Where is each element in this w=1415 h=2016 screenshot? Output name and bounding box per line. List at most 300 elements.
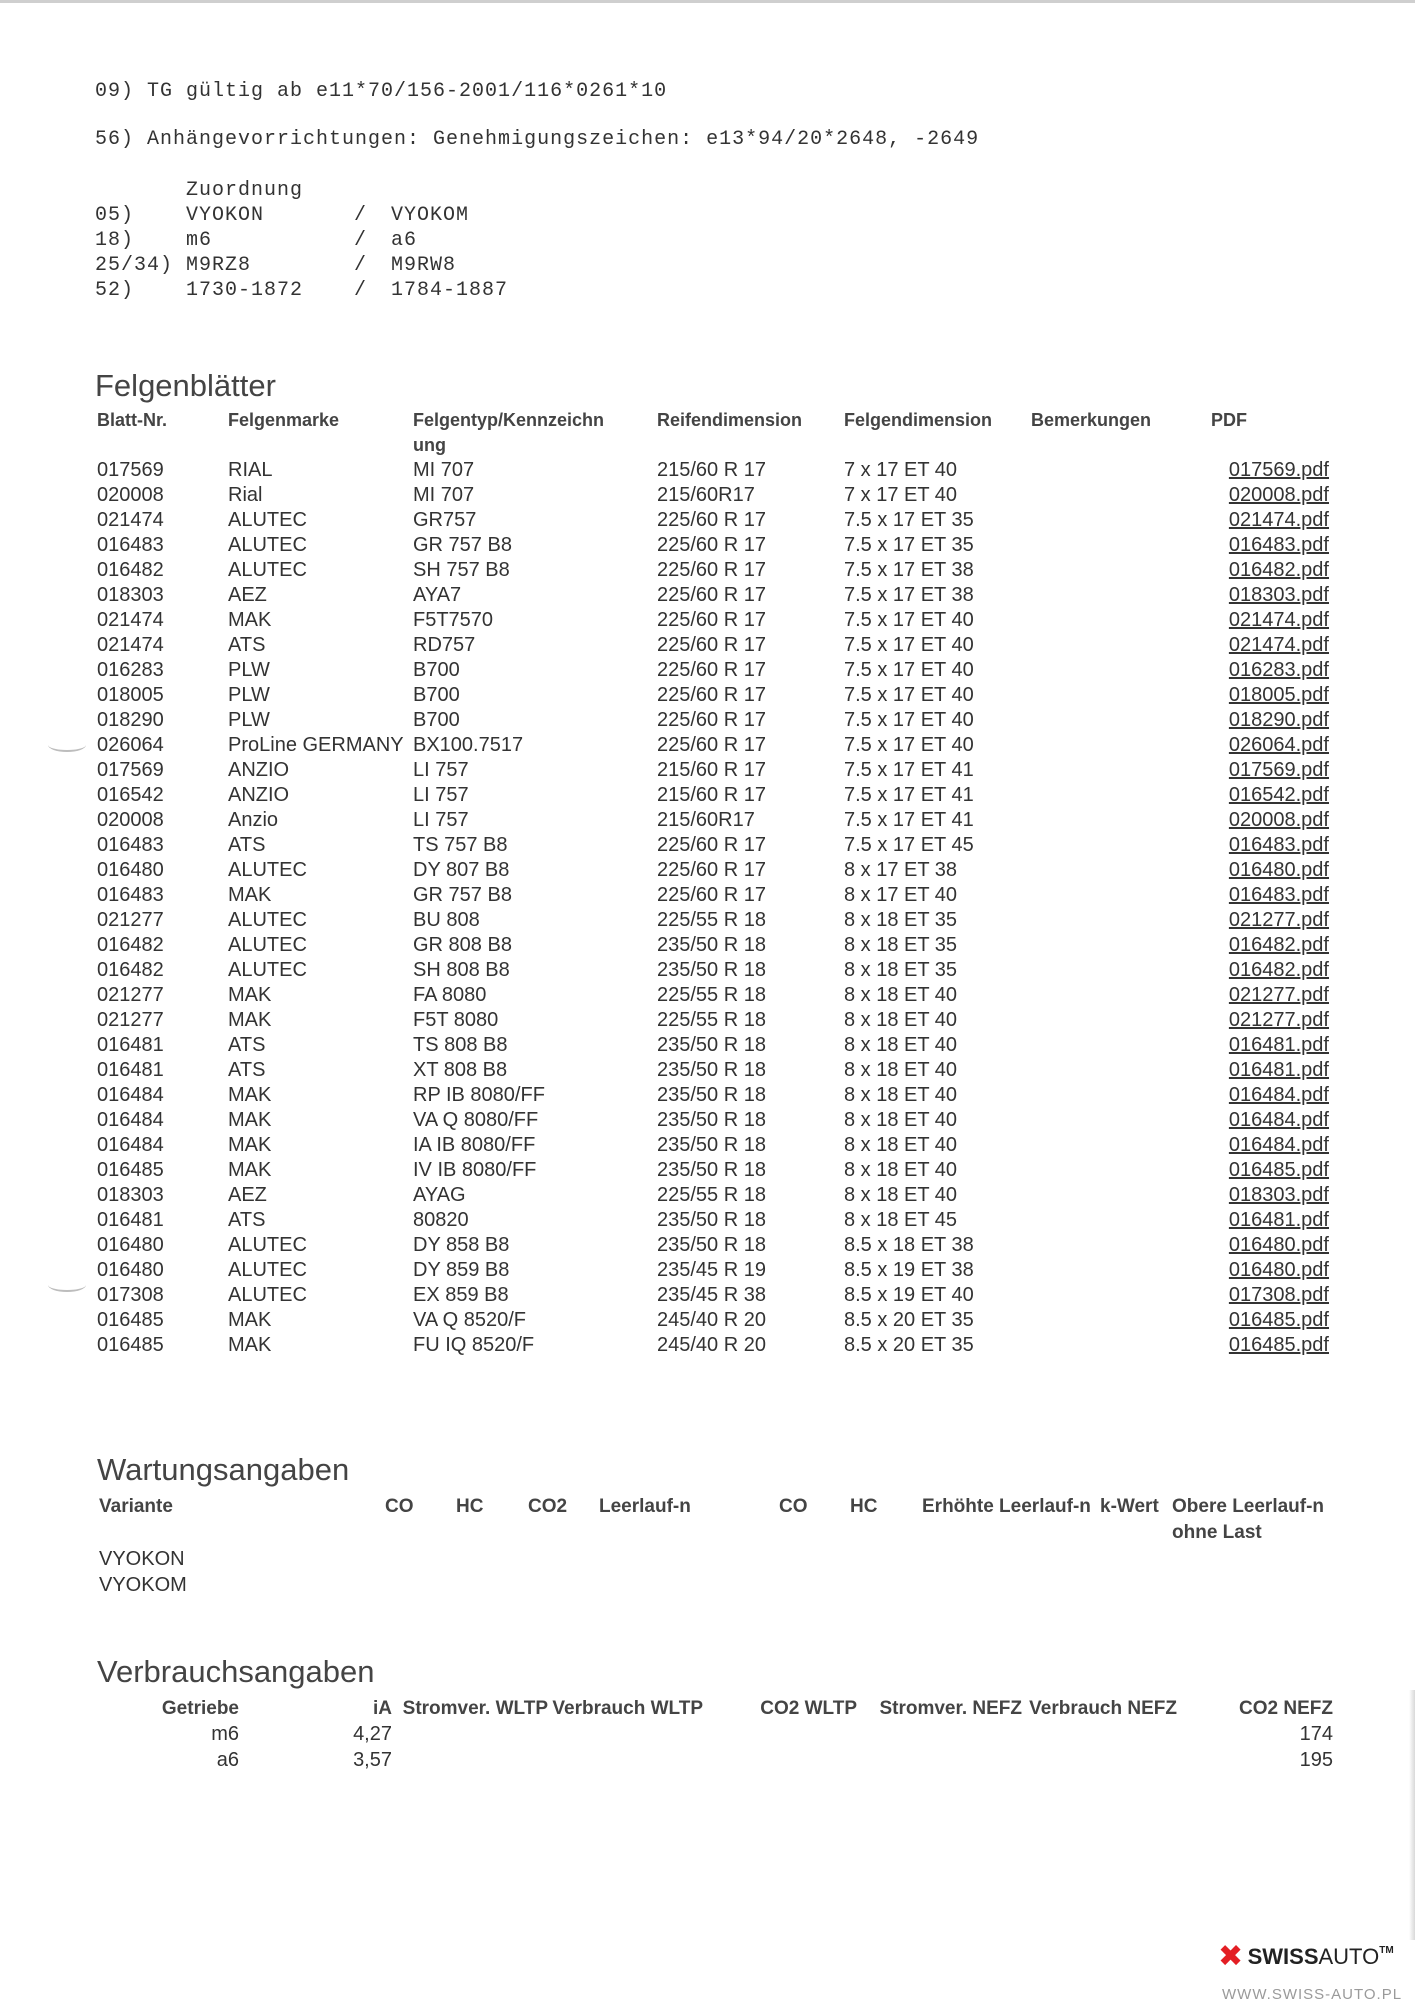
felgen-row [97,1058,1329,1083]
verbrauch-cell [548,1721,703,1747]
felgendimension-cell: 7.5 x 17 ET 40 [844,634,974,656]
felgen-row [97,733,1329,758]
pdf-link[interactable]: 016482.pdf [1228,959,1329,981]
felgentyp-cell: BX100.7517 [413,734,524,756]
bemerkungen-cell [1031,1083,1211,1108]
reifendimension-cell: 225/60 R 17 [657,884,766,906]
felgentyp-cell: DY 807 B8 [413,859,510,881]
felgenmarke-cell: ALUTEC [228,509,307,531]
felgen-row [97,908,1329,933]
pdf-link[interactable]: 016283.pdf [1228,659,1329,681]
verbrauch-cell [548,1747,703,1773]
pdf-link[interactable]: 016483.pdf [1228,534,1329,556]
pdf-cell [1211,858,1329,883]
zuordnung-cell: / [354,204,368,227]
reifendimension-cell: 215/60R17 [657,809,755,831]
felgentyp-cell: IA IB 8080/FF [413,1134,536,1156]
pdf-cell [1211,983,1329,1008]
reifendimension-cell: 215/60 R 17 [657,459,766,481]
wartung-table [99,1494,1329,1598]
felgendimension-cell: 8 x 18 ET 40 [844,1159,958,1181]
felgendimension-cell: 8 x 18 ET 40 [844,1134,958,1156]
blatt-nr-cell: 016480 [97,859,164,881]
felgen-row [97,1133,1329,1158]
pdf-cell [1211,1133,1329,1158]
bemerkungen-cell [1031,1158,1211,1183]
pdf-link[interactable]: 016480.pdf [1228,1234,1329,1256]
pdf-link[interactable]: 021277.pdf [1228,984,1329,1006]
bemerkungen-cell [1031,633,1211,658]
reifendimension-cell: 245/40 R 20 [657,1334,766,1356]
bemerkungen-cell [1031,1108,1211,1133]
pdf-cell [1211,833,1329,858]
pdf-link[interactable]: 016542.pdf [1228,784,1329,806]
pdf-link[interactable]: 021277.pdf [1228,1009,1329,1031]
reifendimension-cell: 215/60R17 [657,484,755,506]
page-top-border [0,0,1415,3]
felgentyp-cell: EX 859 B8 [413,1284,509,1306]
wartung-row [99,1572,1329,1598]
bemerkungen-cell [1031,1183,1211,1208]
felgenmarke-cell: ALUTEC [228,959,307,981]
felgenmarke-cell: MAK [228,1084,272,1106]
col-co-2: CO [779,1496,808,1517]
pdf-link[interactable]: 016483.pdf [1228,834,1329,856]
pdf-cell [1211,958,1329,983]
reifendimension-cell: 235/45 R 38 [657,1284,766,1306]
pdf-cell [1211,1058,1329,1083]
felgentyp-cell: B700 [413,684,460,706]
felgen-row [97,1158,1329,1183]
swiss-cross-icon: ✖ [1218,1940,1244,1973]
bemerkungen-cell [1031,458,1211,483]
pdf-link[interactable]: 016481.pdf [1228,1209,1329,1231]
verbrauch-cell [703,1747,857,1773]
reifendimension-cell: 235/45 R 19 [657,1259,766,1281]
felgentyp-cell: LI 757 [413,809,469,831]
blatt-nr-cell: 016485 [97,1334,164,1356]
felgentyp-cell: F5T 8080 [413,1009,499,1031]
felgen-row [97,883,1329,908]
felgenmarke-cell: ALUTEC [228,1284,307,1306]
zuordnung-rows [95,203,541,303]
pdf-link[interactable]: 021277.pdf [1228,909,1329,931]
pdf-cell [1211,933,1329,958]
pdf-link[interactable]: 017308.pdf [1228,1284,1329,1306]
felgentyp-cell: MI 707 [413,459,475,481]
blatt-nr-cell: 021474 [97,509,164,531]
col-felgendimension: Felgendimension [844,410,993,430]
felgenmarke-cell: RIAL [228,459,273,481]
felgen-row [97,1208,1329,1233]
pdf-cell [1211,633,1329,658]
felgenmarke-cell: MAK [228,884,272,906]
bemerkungen-cell [1031,783,1211,808]
reifendimension-cell: 225/55 R 18 [657,909,766,931]
felgendimension-cell: 7.5 x 17 ET 45 [844,834,974,856]
wartung-title: Wartungsangaben [97,1452,350,1487]
pdf-link[interactable]: 016484.pdf [1228,1134,1329,1156]
felgen-row [97,583,1329,608]
felgenmarke-cell: ALUTEC [228,934,307,956]
felgentyp-cell: RD757 [413,634,476,656]
blatt-nr-cell: 016481 [97,1209,164,1231]
zuordnung-cell: VYOKOM [391,204,470,227]
pdf-cell [1211,808,1329,833]
felgentyp-cell: MI 707 [413,484,475,506]
felgenmarke-cell: ALUTEC [228,1259,307,1281]
pdf-link[interactable]: 018303.pdf [1228,1184,1329,1206]
reifendimension-cell: 225/55 R 18 [657,1184,766,1206]
bemerkungen-cell [1031,508,1211,533]
reifendimension-cell: 225/55 R 18 [657,984,766,1006]
bemerkungen-cell [1031,833,1211,858]
felgendimension-cell: 7.5 x 17 ET 41 [844,809,974,831]
zuordnung-cell: / [354,254,368,277]
bemerkungen-cell [1031,858,1211,883]
felgen-row [97,458,1329,483]
zuordnung-cell: M9RZ8 [186,254,252,277]
felgentyp-cell: FU IQ 8520/F [413,1334,535,1356]
pdf-link[interactable]: 016482.pdf [1228,559,1329,581]
felgendimension-cell: 8.5 x 19 ET 38 [844,1259,974,1281]
blatt-nr-cell: 016283 [97,659,164,681]
reifendimension-cell: 225/60 R 17 [657,684,766,706]
blatt-nr-cell: 016482 [97,934,164,956]
pdf-link[interactable]: 021474.pdf [1228,609,1329,631]
logo-brand [1248,1944,1394,1969]
felgenmarke-cell: MAK [228,1134,272,1156]
reifendimension-cell: 215/60 R 17 [657,759,766,781]
reifendimension-cell: 235/50 R 18 [657,934,766,956]
variante-cell: VYOKON [99,1548,185,1570]
col-pdf: PDF [1211,410,1247,430]
felgentyp-cell: IV IB 8080/FF [413,1159,537,1181]
reifendimension-cell: 235/50 R 18 [657,1159,766,1181]
reifendimension-cell: 225/60 R 17 [657,734,766,756]
pdf-cell [1211,708,1329,733]
reifendimension-cell: 225/60 R 17 [657,659,766,681]
felgendimension-cell: 7.5 x 17 ET 41 [844,759,974,781]
felgendimension-cell: 7 x 17 ET 40 [844,484,958,506]
bemerkungen-cell [1031,483,1211,508]
felgenmarke-cell: ALUTEC [228,859,307,881]
bemerkungen-cell [1031,683,1211,708]
pdf-cell [1211,533,1329,558]
bemerkungen-cell [1031,708,1211,733]
felgen-row [97,933,1329,958]
pdf-cell [1211,1208,1329,1233]
zuordnung-cell: M9RW8 [391,254,457,277]
blatt-nr-cell: 016482 [97,559,164,581]
felgentyp-cell: TS 808 B8 [413,1034,508,1056]
verbrauch-cell: a6 [216,1749,239,1771]
felgen-row [97,858,1329,883]
col-getriebe: Getriebe [161,1698,239,1719]
logo-tm: TM [1379,1944,1394,1956]
felgen-row [97,833,1329,858]
col-obere-leerlauf: Obere Leerlauf-n ohne Last [1172,1496,1325,1543]
col-co2-nefz: CO2 NEFZ [1239,1698,1333,1719]
felgen-row [97,1108,1329,1133]
col-hc: HC [456,1496,484,1517]
zuordnung-cell: / [354,279,368,302]
felgenmarke-cell: ATS [228,634,266,656]
reifendimension-cell: 235/50 R 18 [657,1059,766,1081]
felgenmarke-cell: ATS [228,834,266,856]
felgen-row [97,1008,1329,1033]
bemerkungen-cell [1031,1008,1211,1033]
reifendimension-cell: 225/60 R 17 [657,559,766,581]
reifendimension-cell: 235/50 R 18 [657,1109,766,1131]
bemerkungen-cell [1031,958,1211,983]
blatt-nr-cell: 016484 [97,1134,164,1156]
felgendimension-cell: 7.5 x 17 ET 40 [844,609,974,631]
felgenmarke-cell: PLW [228,709,270,731]
bemerkungen-cell [1031,1283,1211,1308]
pdf-link[interactable]: 016481.pdf [1228,1059,1329,1081]
felgen-row [97,1333,1329,1358]
felgen-row [97,1083,1329,1108]
pdf-cell [1211,1183,1329,1208]
felgentyp-cell: DY 858 B8 [413,1234,510,1256]
felgentyp-cell: SH 808 B8 [413,959,510,981]
logo-brand-bold: SWISS [1247,1944,1319,1969]
felgendimension-cell: 8 x 18 ET 35 [844,909,958,931]
felgentyp-cell: DY 859 B8 [413,1259,510,1281]
felgendimension-cell: 8 x 18 ET 35 [844,959,958,981]
bemerkungen-cell [1031,1333,1211,1358]
felgenmarke-cell: ALUTEC [228,559,307,581]
pdf-cell [1211,1158,1329,1183]
reifendimension-cell: 215/60 R 17 [657,784,766,806]
felgendimension-cell: 7.5 x 17 ET 40 [844,659,974,681]
blatt-nr-cell: 016485 [97,1309,164,1331]
felgentyp-cell: GR757 [413,509,477,531]
felgenmarke-cell: AEZ [228,1184,267,1206]
felgenmarke-cell: ATS [228,1059,266,1081]
blatt-nr-cell: 021277 [97,909,164,931]
logo-url: WWW.SWISS-AUTO.PL [1222,1986,1403,2003]
reifendimension-cell: 225/60 R 17 [657,509,766,531]
felgen-row [97,758,1329,783]
pdf-link[interactable]: 017569.pdf [1228,459,1329,481]
felgentyp-cell: B700 [413,709,460,731]
zuordnung-row [95,278,541,303]
felgendimension-cell: 8 x 18 ET 40 [844,1059,958,1081]
pdf-link[interactable]: 021474.pdf [1228,634,1329,656]
felgendimension-cell: 8 x 18 ET 35 [844,934,958,956]
felgentyp-cell: AYAG [413,1184,466,1206]
felgen-row [97,558,1329,583]
felgendimension-cell: 7.5 x 17 ET 40 [844,734,974,756]
note-56: 56) Anhängevorrichtungen: Genehmigungszeichen: e13*94/20*2648, -2649 [95,128,980,151]
pdf-cell [1211,608,1329,633]
felgenmarke-cell: MAK [228,1109,272,1131]
pdf-link[interactable]: 016480.pdf [1228,859,1329,881]
verbrauch-cell [703,1721,857,1747]
felgendimension-cell: 7.5 x 17 ET 35 [844,509,974,531]
reifendimension-cell: 225/60 R 17 [657,609,766,631]
pdf-link[interactable]: 020008.pdf [1228,809,1329,831]
felgendimension-cell: 8 x 18 ET 40 [844,1184,958,1206]
blatt-nr-cell: 017569 [97,459,164,481]
logo-brand-thin: AUTO [1318,1944,1380,1969]
bemerkungen-cell [1031,1233,1211,1258]
pdf-cell [1211,883,1329,908]
bemerkungen-cell [1031,1258,1211,1283]
col-k-wert: k-Wert [1100,1496,1159,1517]
felgenmarke-cell: MAK [228,609,272,631]
zuordnung-cell: / [354,229,368,252]
reifendimension-cell: 225/60 R 17 [657,859,766,881]
swiss-auto-logo [1218,1942,1394,1972]
blatt-nr-cell: 016483 [97,884,164,906]
zuordnung-cell: VYOKON [186,204,265,227]
felgendimension-cell: 7 x 17 ET 40 [844,459,958,481]
pdf-cell [1211,908,1329,933]
felgenmarke-cell: PLW [228,684,270,706]
blatt-nr-cell: 026064 [97,734,164,756]
pdf-link[interactable]: 017569.pdf [1228,759,1329,781]
felgen-row [97,808,1329,833]
pdf-cell [1211,583,1329,608]
felgentyp-cell: XT 808 B8 [413,1059,508,1081]
verbrauch-title: Verbrauchsangaben [97,1654,375,1689]
blatt-nr-cell: 016542 [97,784,164,806]
felgen-row [97,708,1329,733]
felgentyp-cell: BU 808 [413,909,480,931]
blatt-nr-cell: 021474 [97,609,164,631]
verbrauch-cell [1022,1721,1177,1747]
felgendimension-cell: 8 x 18 ET 40 [844,984,958,1006]
zuordnung-cell: 18) [95,229,135,252]
pdf-cell [1211,1308,1329,1333]
pdf-cell [1211,1258,1329,1283]
felgendimension-cell: 8 x 18 ET 40 [844,1109,958,1131]
pdf-link[interactable]: 016485.pdf [1228,1159,1329,1181]
verbrauch-cell: 4,27 [353,1723,392,1745]
felgentyp-cell: FA 8080 [413,984,487,1006]
pdf-cell [1211,483,1329,508]
verbrauch-cell: 195 [1299,1749,1333,1771]
blatt-nr-cell: 016483 [97,534,164,556]
felgentyp-cell: GR 757 B8 [413,534,512,556]
pdf-link[interactable]: 021474.pdf [1228,509,1329,531]
blatt-nr-cell: 016484 [97,1109,164,1131]
zuordnung-cell: 1784-1887 [391,279,509,302]
pdf-cell [1211,658,1329,683]
pdf-link[interactable]: 016485.pdf [1228,1309,1329,1331]
felgendimension-cell: 8 x 18 ET 40 [844,1084,958,1106]
bemerkungen-cell [1031,758,1211,783]
pdf-link[interactable]: 026064.pdf [1228,734,1329,756]
felgentyp-cell: AYA7 [413,584,462,606]
verbrauch-cell [1022,1747,1177,1773]
blatt-nr-cell: 016481 [97,1034,164,1056]
felgenmarke-cell: ProLine GERMANY [228,734,404,756]
pdf-link[interactable]: 020008.pdf [1228,484,1329,506]
verbrauch-cell [392,1721,548,1747]
felgendimension-cell: 8 x 18 ET 45 [844,1209,958,1231]
felgendimension-cell: 7.5 x 17 ET 40 [844,709,974,731]
pdf-link[interactable]: 016484.pdf [1228,1084,1329,1106]
pdf-link[interactable]: 018290.pdf [1228,709,1329,731]
pdf-cell [1211,1333,1329,1358]
pdf-link[interactable]: 016483.pdf [1228,884,1329,906]
blatt-nr-cell: 021277 [97,1009,164,1031]
pdf-cell [1211,458,1329,483]
felgentyp-cell: 80820 [413,1209,469,1231]
pdf-link[interactable]: 016484.pdf [1228,1109,1329,1131]
zuordnung-cell: a6 [391,229,418,252]
zuordnung-title: Zuordnung [186,179,304,202]
bemerkungen-cell [1031,1308,1211,1333]
reifendimension-cell: 235/50 R 18 [657,959,766,981]
felgendimension-cell: 7.5 x 17 ET 35 [844,534,974,556]
bemerkungen-cell [1031,608,1211,633]
reifendimension-cell: 225/60 R 17 [657,634,766,656]
pdf-cell [1211,683,1329,708]
felgentyp-cell: TS 757 B8 [413,834,508,856]
pdf-cell [1211,1283,1329,1308]
blatt-nr-cell: 017569 [97,759,164,781]
scan-edge-shadow [1409,1690,1415,1940]
reifendimension-cell: 225/60 R 17 [657,584,766,606]
reifendimension-cell: 245/40 R 20 [657,1309,766,1331]
reifendimension-cell: 225/60 R 17 [657,534,766,556]
blatt-nr-cell: 018005 [97,684,164,706]
pdf-link[interactable]: 018005.pdf [1228,684,1329,706]
reifendimension-cell: 235/50 R 18 [657,1209,766,1231]
felgendimension-cell: 8.5 x 18 ET 38 [844,1234,974,1256]
felgenmarke-cell: ALUTEC [228,1234,307,1256]
bemerkungen-cell [1031,658,1211,683]
wartung-header-row [99,1494,1329,1546]
blatt-nr-cell: 016480 [97,1234,164,1256]
pdf-cell [1211,1083,1329,1108]
verbrauch-header-row [99,1696,1333,1721]
pdf-link[interactable]: 016481.pdf [1228,1034,1329,1056]
felgen-row [97,783,1329,808]
zuordnung-cell: m6 [186,229,213,252]
felgendimension-cell: 7.5 x 17 ET 41 [844,784,974,806]
blatt-nr-cell: 016481 [97,1059,164,1081]
felgen-row [97,608,1329,633]
felgenmarke-cell: ATS [228,1034,266,1056]
felgen-table [97,408,1329,1358]
blatt-nr-cell: 021474 [97,634,164,656]
felgentyp-cell: F5T7570 [413,609,494,631]
felgenmarke-cell: ANZIO [228,759,290,781]
felgenmarke-cell: MAK [228,984,272,1006]
col-co2: CO2 [528,1496,568,1517]
pdf-link[interactable]: 018303.pdf [1228,584,1329,606]
pdf-link[interactable]: 016482.pdf [1228,934,1329,956]
felgenmarke-cell: MAK [228,1009,272,1031]
felgendimension-cell: 7.5 x 17 ET 38 [844,559,974,581]
verbrauch-cell [857,1747,1022,1773]
blatt-nr-cell: 016485 [97,1159,164,1181]
felgentyp-cell: VA Q 8080/FF [413,1109,539,1131]
felgentyp-cell: RP IB 8080/FF [413,1084,545,1106]
pdf-link[interactable]: 016485.pdf [1228,1334,1329,1356]
zuordnung-block [95,178,541,303]
felgendimension-cell: 8.5 x 20 ET 35 [844,1309,974,1331]
blatt-nr-cell: 020008 [97,809,164,831]
verbrauch-row [99,1747,1333,1773]
pdf-link[interactable]: 016480.pdf [1228,1259,1329,1281]
